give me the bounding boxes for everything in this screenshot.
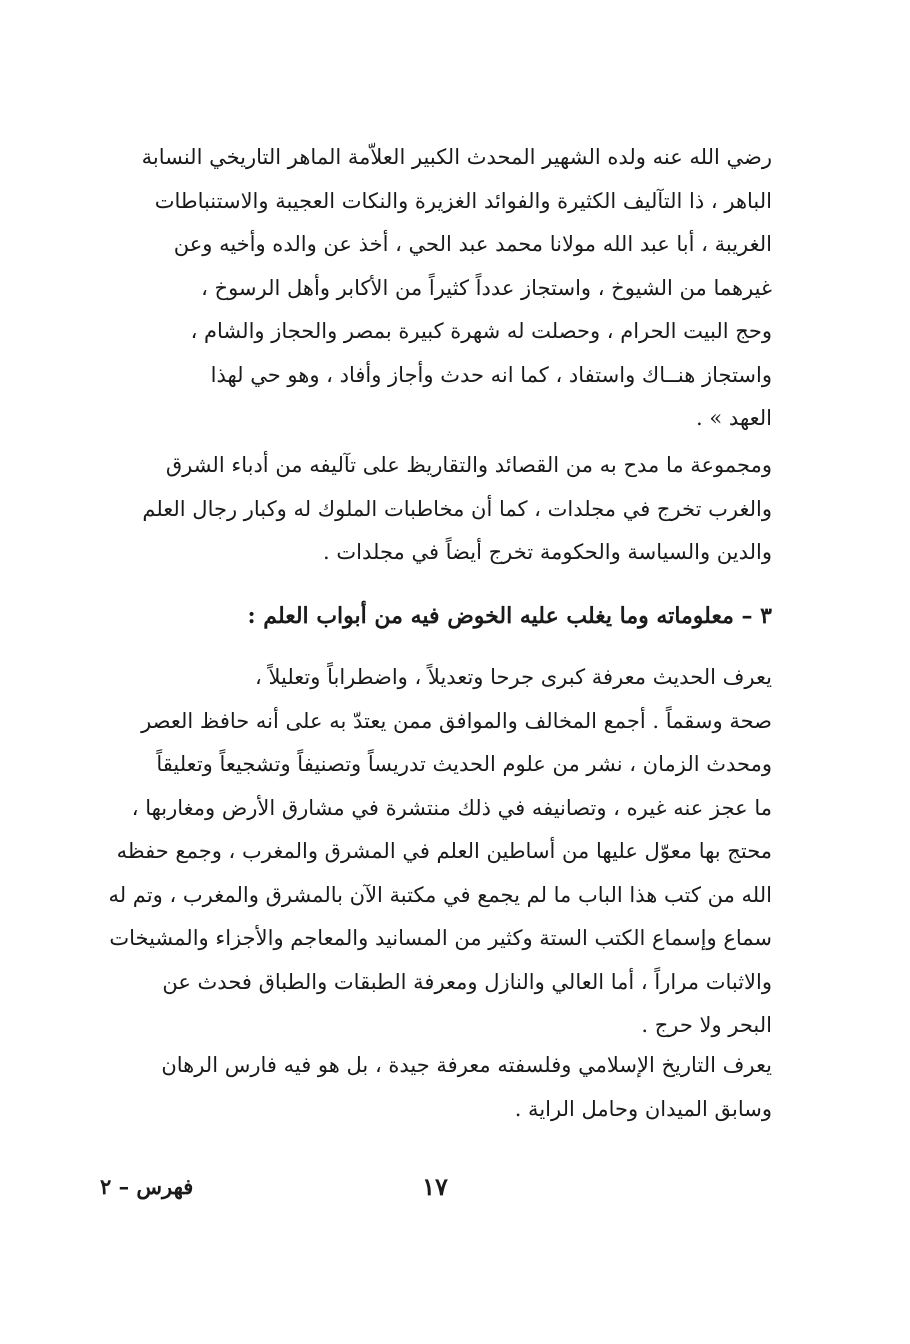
paragraph-3-line: ما عجز عنه غيره ، وتصانيفه في ذلك منتشرة في مشارق الأرض ومغاربها ،: [131, 795, 772, 820]
paragraph-1-line: رضي الله عنه ولده الشهير المحدث الكبير العلاّمة الماهر التاريخي النسابة: [141, 145, 772, 169]
paragraph-3-line: يعرف الحديث معرفة كبرى جرحا وتعديلاً ، واضطراباً وتعليلاً ،: [255, 665, 772, 689]
section-heading: ٣ – معلوماته وما يغلب عليه الخوض فيه من أبواب العلم :: [247, 603, 772, 629]
paragraph-1-line: العهد » .: [696, 406, 772, 430]
paragraph-3-line: محتج بها معوّل عليها من أساطين العلم في المشرق والمغرب ، وجمع حفظه: [116, 839, 772, 863]
footer-folio: فهرس – ٢: [100, 1174, 194, 1199]
paragraph-3-line: والاثبات مراراً ، أما العالي والنازل ومعرفة الطبقات والطباق فحدث عن: [162, 969, 772, 994]
paragraph-2-line: والدين والسياسة والحكومة تخرج أيضاً في مجلدات .: [323, 540, 772, 564]
paragraph-1-line: وحج البيت الحرام ، وحصلت له شهرة كبيرة بمصر والحجاز والشام ،: [190, 319, 772, 343]
paragraph-2: [100, 444, 772, 575]
paragraph-4: [100, 1044, 772, 1131]
paragraph-4-line: يعرف التاريخ الإسلامي وفلسفته معرفة جيدة ، بل هو فيه فارس الرهان: [161, 1053, 772, 1077]
page-number: ١٧: [422, 1172, 448, 1201]
paragraph-3-line: البحر ولا حرج .: [641, 1013, 772, 1037]
paragraph-3-line: الله من كتب هذا الباب ما لم يجمع في مكتبة الآن بالمشرق والمغرب ، وتم له: [108, 882, 772, 907]
paragraph-3-line: صحة وسقماً . أجمع المخالف والموافق ممن يعتدّ به على أنه حافظ العصر: [141, 708, 772, 733]
paragraph-3-line: سماع وإسماع الكتب الستة وكثير من المسانيد والمعاجم والأجزاء والمشيخات: [109, 926, 772, 950]
paragraph-1-line: الغريبة ، أبا عبد الله مولانا محمد عبد الحي ، أخذ عن والده وأخيه وعن: [173, 232, 772, 256]
paragraph-1-line: غيرهما من الشيوخ ، واستجاز عدداً كثيراً من الأكابر وأهل الرسوخ ،: [201, 275, 772, 300]
paragraph-2-line: ومجموعة ما مدح به من القصائد والتقاريظ على تآليفه من أدباء الشرق: [165, 453, 772, 477]
paragraph-1-line: الباهر ، ذا التآليف الكثيرة والفوائد الغزيرة والنكات العجيبة والاستنباطات: [154, 188, 772, 213]
paragraph-3-line: ومحدث الزمان ، نشر من علوم الحديث تدريساً وتصنيفاً وتشجيعاً وتعليقاً: [156, 752, 772, 776]
paragraph-3: [100, 656, 772, 1048]
paragraph-4-line: وسابق الميدان وحامل الراية .: [514, 1096, 772, 1121]
paragraph-1-line: واستجاز هنــاك واستفاد ، كما انه حدث وأجاز وأفاد ، وهو حي لهذا: [210, 362, 772, 387]
paragraph-2-line: والغرب تخرج في مجلدات ، كما أن مخاطبات الملوك له وكبار رجال العلم: [142, 496, 772, 521]
paragraph-1: [100, 136, 772, 441]
